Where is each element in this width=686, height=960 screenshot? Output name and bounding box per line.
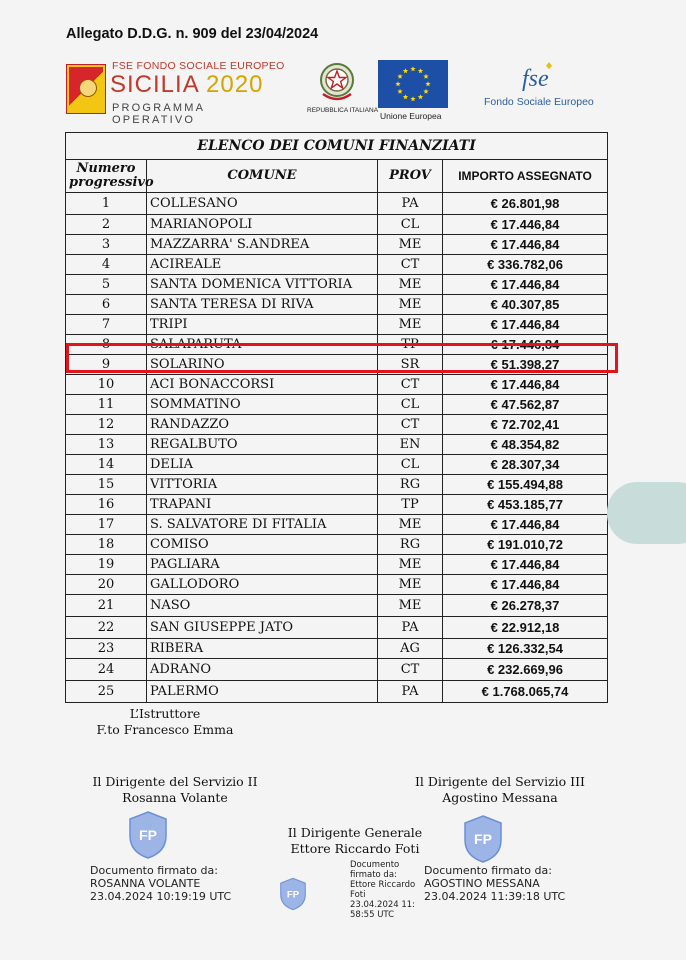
fondo-sociale-europeo-logo: [482, 60, 602, 120]
row-prov: RG: [378, 535, 443, 555]
row-comune: MARIANOPOLI: [147, 215, 378, 235]
dirigente-servizio-2: [70, 774, 280, 806]
row-prov: PA: [378, 193, 443, 215]
row-number: 2: [66, 215, 147, 235]
table-row: [66, 295, 608, 315]
trinacria-shield-icon: [66, 64, 106, 114]
row-comune: ADRANO: [147, 659, 378, 681]
row-comune: PAGLIARA: [147, 555, 378, 575]
row-number: 8: [66, 335, 147, 355]
row-number: 16: [66, 495, 147, 515]
row-prov: RG: [378, 475, 443, 495]
table-row: [66, 681, 608, 703]
row-number: 3: [66, 235, 147, 255]
comuni-finanziati-table: [65, 132, 608, 703]
signature-stamp-line: Documento firmato da:: [90, 864, 218, 877]
row-number: 20: [66, 575, 147, 595]
row-number: 1: [66, 193, 147, 215]
table-row: [66, 315, 608, 335]
row-importo: € 51.398,27: [443, 355, 608, 375]
signature-stamp-line: AGOSTINO MESSANA: [424, 877, 540, 890]
row-importo: € 17.446,84: [443, 315, 608, 335]
row-prov: CT: [378, 375, 443, 395]
highlight-box-row-9: [66, 343, 618, 373]
table-row: [66, 435, 608, 455]
row-comune: COLLESANO: [147, 193, 378, 215]
row-prov: EN: [378, 435, 443, 455]
row-importo: € 17.446,84: [443, 215, 608, 235]
row-importo: € 17.446,84: [443, 575, 608, 595]
row-importo: € 22.912,18: [443, 617, 608, 639]
table-row: [66, 575, 608, 595]
row-number: 5: [66, 275, 147, 295]
signature-stamp-line: Documento: [350, 860, 400, 870]
unione-europea-logo: [376, 60, 450, 120]
repubblica-italiana-logo: [307, 60, 379, 120]
row-comune: VITTORIA: [147, 475, 378, 495]
eu-flag-icon: [378, 60, 448, 108]
dirigente-3-role: Il Dirigente del Servizio III: [414, 774, 585, 789]
digital-signature-seal-icon: [278, 876, 308, 912]
row-prov: TP: [378, 335, 443, 355]
signature-stamp-volante: [90, 864, 280, 903]
row-prov: AG: [378, 639, 443, 659]
dirigente-generale: [250, 825, 460, 857]
row-comune: RIBERA: [147, 639, 378, 659]
table-row: [66, 495, 608, 515]
signature-stamp-line: 23.04.2024 11:: [350, 900, 416, 910]
row-importo: € 155.494,88: [443, 475, 608, 495]
column-header-importo: IMPORTO ASSEGNATO: [443, 160, 608, 193]
row-number: 12: [66, 415, 147, 435]
row-prov: SR: [378, 355, 443, 375]
row-comune: SAN GIUSEPPE JATO: [147, 617, 378, 639]
row-prov: CL: [378, 215, 443, 235]
signature-stamp-line: firmato da:: [350, 870, 397, 880]
table-row: [66, 215, 608, 235]
dirigente-generale-name: Ettore Riccardo Foti: [290, 841, 420, 856]
dirigente-3-name: Agostino Messana: [442, 790, 558, 805]
seal-text: FP: [139, 827, 157, 843]
signature-stamp-line: Ettore Riccardo: [350, 880, 416, 890]
row-comune: SANTA TERESA DI RIVA: [147, 295, 378, 315]
seal-text: FP: [286, 889, 300, 901]
row-importo: € 232.669,96: [443, 659, 608, 681]
table-row: [66, 659, 608, 681]
row-number: 25: [66, 681, 147, 703]
row-comune: PALERMO: [147, 681, 378, 703]
row-comune: SOLARINO: [147, 355, 378, 375]
table-row: [66, 555, 608, 575]
row-importo: € 40.307,85: [443, 295, 608, 315]
row-importo: € 126.332,54: [443, 639, 608, 659]
dirigente-generale-role: Il Dirigente Generale: [287, 825, 423, 840]
row-comune: SANTA DOMENICA VITTORIA: [147, 275, 378, 295]
row-prov: ME: [378, 315, 443, 335]
row-prov: ME: [378, 595, 443, 617]
table-row: [66, 415, 608, 435]
fse-mark-icon: [512, 60, 570, 96]
row-prov: ME: [378, 275, 443, 295]
unione-europea-label: Unione Europea: [380, 111, 442, 121]
row-prov: CL: [378, 455, 443, 475]
table-row: [66, 235, 608, 255]
digital-signature-seal-icon: [461, 814, 505, 864]
row-importo: € 17.446,84: [443, 335, 608, 355]
signature-stamp-line: ROSANNA VOLANTE: [90, 877, 201, 890]
row-importo: € 72.702,41: [443, 415, 608, 435]
dirigente-servizio-3: [395, 774, 605, 806]
row-number: 14: [66, 455, 147, 475]
row-importo: € 47.562,87: [443, 395, 608, 415]
row-importo: € 17.446,84: [443, 555, 608, 575]
dirigente-2-name: Rosanna Volante: [122, 790, 228, 805]
row-comune: ACI BONACCORSI: [147, 375, 378, 395]
signature-stamp-line: Foti: [350, 890, 366, 900]
signature-stamp-messana: [424, 864, 614, 903]
row-prov: CT: [378, 415, 443, 435]
row-importo: € 17.446,84: [443, 275, 608, 295]
row-comune: SALAPARUTA: [147, 335, 378, 355]
row-comune: DELIA: [147, 455, 378, 475]
row-prov: ME: [378, 575, 443, 595]
row-importo: € 26.278,37: [443, 595, 608, 617]
table-row: [66, 255, 608, 275]
column-header-numero: Numero progressivo: [66, 160, 147, 193]
row-number: 21: [66, 595, 147, 617]
row-prov: PA: [378, 681, 443, 703]
istruttore-name: F.to Francesco Emma: [96, 722, 234, 737]
row-number: 11: [66, 395, 147, 415]
fondo-sociale-europeo-label: Fondo Sociale Europeo: [484, 96, 594, 108]
row-prov: CT: [378, 659, 443, 681]
row-number: 6: [66, 295, 147, 315]
row-comune: RANDAZZO: [147, 415, 378, 435]
row-number: 18: [66, 535, 147, 555]
row-comune: TRAPANI: [147, 495, 378, 515]
row-prov: ME: [378, 555, 443, 575]
row-number: 24: [66, 659, 147, 681]
row-prov: CT: [378, 255, 443, 275]
row-importo: € 26.801,98: [443, 193, 608, 215]
table-row: [66, 395, 608, 415]
row-comune: NASO: [147, 595, 378, 617]
seal-text: FP: [474, 831, 492, 847]
row-importo: € 17.446,84: [443, 235, 608, 255]
fse-mark-text: fse: [522, 66, 549, 92]
signature-stamp-foti: [350, 860, 420, 920]
row-prov: PA: [378, 617, 443, 639]
row-number: 15: [66, 475, 147, 495]
table-title: ELENCO DEI COMUNI FINANZIATI: [66, 133, 608, 160]
digital-signature-seal-icon: [126, 810, 170, 860]
row-prov: CL: [378, 395, 443, 415]
row-importo: € 1.768.065,74: [443, 681, 608, 703]
row-importo: € 48.354,82: [443, 435, 608, 455]
column-header-comune: COMUNE: [147, 160, 378, 193]
sicilia-logo-title: SICILIA 2020: [110, 71, 264, 98]
document-reference: Allegato D.D.G. n. 909 del 23/04/2024: [66, 26, 319, 42]
row-number: 22: [66, 617, 147, 639]
repubblica-italiana-label: REPUBBLICA ITALIANA: [307, 107, 379, 114]
row-number: 19: [66, 555, 147, 575]
table-row: [66, 535, 608, 555]
row-comune: ACIREALE: [147, 255, 378, 275]
table-row: [66, 515, 608, 535]
table-row: [66, 617, 608, 639]
row-importo: € 28.307,34: [443, 455, 608, 475]
istruttore-role: L’Istruttore: [129, 706, 201, 721]
table-row: [66, 455, 608, 475]
row-importo: € 17.446,84: [443, 375, 608, 395]
signature-stamp-line: 58:55 UTC: [350, 910, 395, 920]
signature-stamp-line: 23.04.2024 10:19:19 UTC: [90, 890, 232, 903]
row-number: 17: [66, 515, 147, 535]
row-prov: ME: [378, 235, 443, 255]
row-comune: COMISO: [147, 535, 378, 555]
row-importo: € 191.010,72: [443, 535, 608, 555]
side-edge-tab[interactable]: [607, 482, 686, 544]
table-row: [66, 375, 608, 395]
row-number: 13: [66, 435, 147, 455]
dirigente-2-role: Il Dirigente del Servizio II: [92, 774, 258, 789]
row-comune: TRIPI: [147, 315, 378, 335]
row-prov: ME: [378, 295, 443, 315]
signature-stamp-line: Documento firmato da:: [424, 864, 552, 877]
row-number: 9: [66, 355, 147, 375]
signature-stamp-line: 23.04.2024 11:39:18 UTC: [424, 890, 566, 903]
sicilia-logo-line3: PROGRAMMA OPERATIVO: [112, 102, 205, 126]
sicilia-2020-logo: [66, 60, 288, 126]
istruttore-signature: [90, 706, 240, 738]
row-comune: GALLODORO: [147, 575, 378, 595]
row-number: 7: [66, 315, 147, 335]
row-comune: REGALBUTO: [147, 435, 378, 455]
row-number: 4: [66, 255, 147, 275]
table-row: [66, 475, 608, 495]
table-row: [66, 193, 608, 215]
row-comune: SOMMATINO: [147, 395, 378, 415]
row-comune: S. SALVATORE DI FITALIA: [147, 515, 378, 535]
table-row: [66, 595, 608, 617]
table-row: [66, 275, 608, 295]
italian-emblem-icon: [317, 60, 357, 104]
column-header-prov: PROV: [378, 160, 443, 193]
row-number: 23: [66, 639, 147, 659]
row-number: 10: [66, 375, 147, 395]
row-importo: € 336.782,06: [443, 255, 608, 275]
row-prov: ME: [378, 515, 443, 535]
sicilia-logo-line1: FSE FONDO SOCIALE EUROPEO: [112, 60, 285, 72]
row-importo: € 17.446,84: [443, 515, 608, 535]
row-importo: € 453.185,77: [443, 495, 608, 515]
table-row: [66, 639, 608, 659]
row-prov: TP: [378, 495, 443, 515]
row-comune: MAZZARRA' S.ANDREA: [147, 235, 378, 255]
